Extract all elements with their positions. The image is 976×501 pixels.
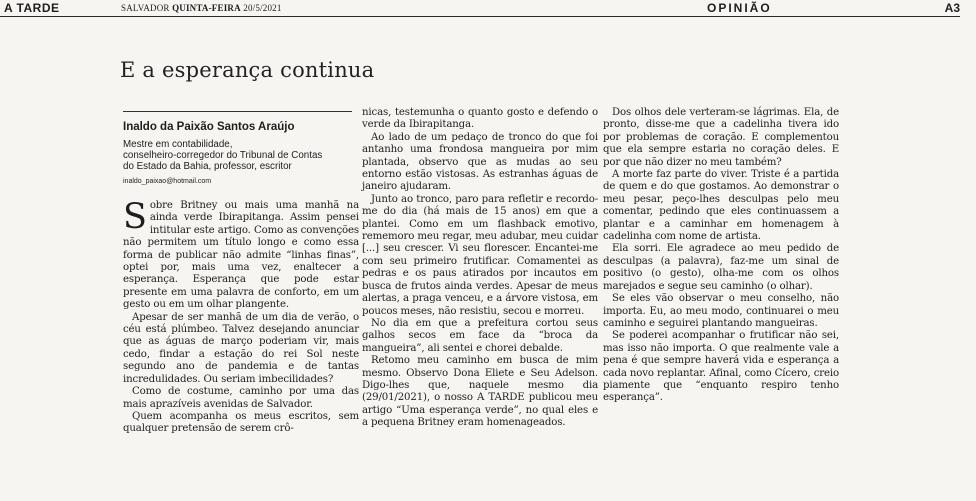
dateline-date: 20/5/2021 [243, 3, 282, 13]
paragraph: Ela sorri. Ele agradece ao meu pedido de desculpas (a palavra), faz-me um sinal de positivo (o gesto), olha-me com os olhos marejados e segue seu caminho (o olhar). [603, 243, 839, 292]
paragraph: Dos olhos dele verteram-se lágrimas. Ela, de pronto, disse-me que a cadelinha tivera ido por problemas de coração. E complementou que ela sempre estaria no coração deles. E por que não dizer no meu também? [603, 107, 839, 168]
paragraph: No dia em que a prefeitura cortou seus galhos secos em face da “broca da mangueira”, ali sentei e chorei debalde. [362, 317, 598, 354]
page-number: A3 [944, 1, 960, 15]
paragraph: Se eles vão observar o meu conselho, não importa. Eu, ao meu modo, continuarei o meu caminho e seguirei plantando mangueiras. [603, 293, 839, 329]
paragraph: nicas, testemunha o quanto gosto e defendo o verde da Ibirapitanga. [362, 107, 598, 131]
paragraph: Retomo meu caminho em busca de mim mesmo. Observo Dona Eliete e Seu Adelson. Digo-lhes que, naquele mesmo dia (29/01/2021), o nosso A TARDE publicou meu artigo “Uma esperança verde”, no qual eles e a pequena Britney eram homenageados. [362, 355, 598, 429]
header-rule [0, 16, 960, 17]
dateline [121, 3, 282, 13]
byline-rule [123, 111, 352, 112]
masthead: A TARDE [4, 1, 60, 15]
author-bio-line: do Estado da Bahia, professor, escritor [123, 161, 292, 173]
dateline-weekday: QUINTA-FEIRA [172, 3, 241, 13]
page-header [0, 0, 976, 18]
article-column-1 [123, 197, 359, 436]
author-name: Inaldo da Paixão Santos Araújo [123, 121, 295, 133]
paragraph: A morte faz parte do viver. Triste é a partida de quem e do que gostamos. Ao demonstrar o meu pesar, peço-lhes desculpas pelo meu comentar, pedindo que eles continuassem a plantar e a caminhar em homenagem à cadelinha com nome de artista. [603, 169, 839, 243]
dateline-city: SALVADOR [121, 3, 170, 13]
author-bio-line: conselheiro-corregedor do Tribunal de Contas [123, 150, 323, 162]
author-bio [123, 139, 363, 173]
article-column-2 [362, 107, 598, 430]
paragraph: Sobre Britney ou mais uma manhã na ainda verde Ibirapitanga. Assim pensei intitular este artigo. Como as convenções não permitem um título longo e como essa forma de publicar não admite “linhas finas”, optei por, mais uma vez, enaltecer a esperança. Esperança que pode estar presente em uma palavra de conforto, em um gesto ou em um olhar plangente. [123, 197, 359, 311]
paragraph: Junto ao tronco, paro para refletir e recordo-me do dia (há mais de 15 anos) em que a plantei. Como em um flashback emotivo, rememoro meu regar, meu adubar, meu cuidar [...] seu crescer. Vi seu florescer. Encantei-me com seu primeiro frutificar. Comamentei as pedras e os paus atirados por incautos em busca de frutos ainda verdes. Apesar de meus alertas, a praga venceu, e a árvore vistosa, em poucos meses, não resistiu, secou e morreu. [362, 193, 598, 317]
paragraph: Quem acompanha os meus escritos, sem qualquer pretensão de serem crô- [123, 410, 359, 435]
article-column-3 [603, 107, 839, 405]
paragraph: Como de costume, caminho por uma das mais aprazíveis avenidas de Salvador. [123, 386, 359, 410]
paragraph: Se poderei acompanhar o frutificar não sei, mas isso não importa. O que realmente vale a pena é que sempre haverá vida e esperança a cada novo replantar. Afinal, como Cícero, creio piamente que “enquanto respiro tenho esperança”. [603, 330, 839, 404]
author-bio-line: Mestre em contabilidade, [123, 139, 233, 150]
author-email: inaldo_paixao@hotmail.com [123, 178, 212, 185]
drop-cap: S [123, 197, 147, 237]
article-title: E a esperança continua [120, 58, 375, 82]
paragraph: Ao lado de um pedaço de tronco do que foi antanho uma frondosa mangueira por mim plantada, observo que as mudas ao seu entorno estão vistosas. As estranhas águas de janeiro ajudaram. [362, 131, 598, 193]
section-name: OPINIÃO [707, 1, 772, 15]
paragraph: Apesar de ser manhã de um dia de verão, o céu está plúmbeo. Talvez desejando anunciar que as águas de março poderiam vir, mais cedo, findar a estação do rei Sol neste segundo ano de pandemia e de tantas incredulidades. Ou seriam imbecilidades? [123, 311, 359, 385]
